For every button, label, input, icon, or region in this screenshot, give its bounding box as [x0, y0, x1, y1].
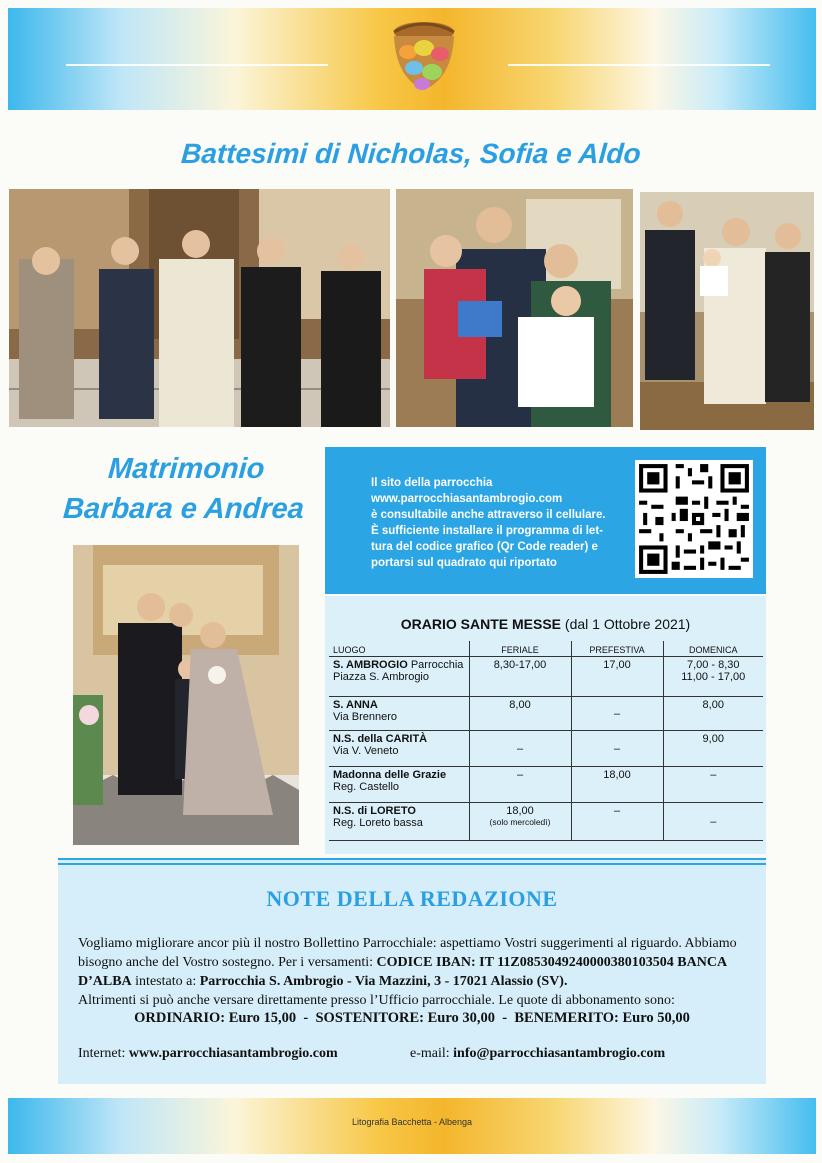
header-prefestiva: PREFESTIVA — [571, 641, 663, 657]
prefestiva-cell: 17,00 — [571, 657, 663, 697]
parish-site-line6: portarsi sul quadrato qui riportato — [371, 557, 557, 569]
domenica-cell: 9,00 — [663, 731, 763, 767]
parish-site-url[interactable]: www.parrocchiasantambrogio.com — [371, 493, 563, 505]
domenica-time-1: 7,00 - 8,30 — [686, 659, 740, 671]
email-link[interactable]: info@parrocchiasantambrogio.com — [453, 1046, 666, 1061]
baptism-title: Battesimi di Nicholas, Sofia e Aldo — [180, 138, 642, 169]
domenica-cell: – — [663, 767, 763, 803]
location-address: Via V. Veneto — [333, 745, 399, 757]
parish-site-line5: tura del codice grafico (Qr Code reader) e — [371, 541, 598, 553]
mass-schedule — [325, 596, 766, 854]
notes-title: NOTE DELLA REDAZIONE — [266, 886, 558, 911]
prefestiva-cell: 18,00 — [571, 767, 663, 803]
table-row — [329, 731, 763, 767]
internet-contact — [78, 1046, 338, 1062]
parish-site-info — [325, 447, 766, 594]
location-cell — [329, 767, 469, 803]
header-feriale: FERIALE — [469, 641, 571, 657]
table-row — [329, 697, 763, 731]
header-luogo: LUOGO — [329, 641, 469, 657]
domenica-cell: 8,00 — [663, 697, 763, 731]
parish-site-line3: è consultabile anche attraverso il cellulare. — [371, 509, 606, 521]
prefestiva-cell: – — [571, 697, 663, 731]
feriale-time: 18,00 — [506, 805, 534, 817]
location-cell — [329, 697, 469, 731]
notes-paragraph — [78, 934, 758, 1010]
domenica-cell: – — [663, 803, 763, 841]
wedding-title-line2: Barbara e Andrea — [62, 493, 306, 525]
location-address: Via Brennero — [333, 711, 398, 723]
location-cell — [329, 657, 469, 697]
wedding-photo — [73, 545, 299, 845]
feriale-cell: – — [469, 731, 571, 767]
internet-label: Internet: — [78, 1046, 126, 1061]
baptism-photo-1 — [9, 189, 390, 427]
feriale-cell: 8,00 — [469, 697, 571, 731]
domenica-time-2: 11,00 - 17,00 — [681, 671, 746, 683]
feriale-cell — [469, 803, 571, 841]
easter-basket-icon — [386, 18, 462, 98]
location-name-suffix: Parrocchia — [410, 659, 464, 671]
table-row — [329, 767, 763, 803]
notes-text-3: Altrimenti si può anche versare direttamente presso l’Ufficio parrocchiale. Le quote di abbonamento sono: — [78, 993, 675, 1008]
location-name: N.S. di LORETO — [333, 805, 416, 817]
email-label: e-mail: — [410, 1046, 450, 1061]
table-row — [329, 657, 763, 697]
feriale-note: (solo mercoledì) — [489, 817, 551, 827]
location-name: N.S. della CARITÀ — [333, 733, 428, 745]
mass-schedule-title-main: ORARIO SANTE MESSE — [400, 616, 562, 632]
location-name: S. AMBROGIO — [333, 659, 408, 671]
header-line-right — [508, 64, 770, 66]
baptism-photo-2 — [396, 189, 633, 427]
wedding-title-line1: Matrimonio — [107, 453, 266, 485]
feriale-cell: 8,30-17,00 — [469, 657, 571, 697]
location-cell — [329, 803, 469, 841]
parish-site-line4: È sufficiente installare il programma di let- — [371, 525, 603, 537]
baptism-photo-3 — [640, 192, 814, 430]
footer-band — [8, 1098, 816, 1154]
location-name: S. ANNA — [333, 699, 378, 711]
prefestiva-cell: – — [571, 803, 663, 841]
domenica-cell — [663, 657, 763, 697]
table-header-row — [329, 641, 763, 657]
location-address: Piazza S. Ambrogio — [333, 671, 429, 683]
table-row — [329, 803, 763, 841]
notes-iban: CODICE IBAN: IT 11Z0853049240000380103504 BANCA D’ALBA — [78, 955, 727, 989]
header-line-left — [66, 64, 328, 66]
email-contact — [410, 1046, 665, 1062]
editorial-notes — [58, 858, 766, 1084]
qr-code-icon[interactable] — [635, 460, 753, 578]
location-name: Madonna delle Grazie — [333, 769, 447, 781]
wedding-title — [57, 449, 313, 529]
location-cell — [329, 731, 469, 767]
notes-text-2: intestato a: — [131, 974, 200, 989]
feriale-cell: – — [469, 767, 571, 803]
notes-top-rule — [58, 858, 766, 868]
printer-credit: Litografia Bacchetta - Albenga — [351, 1117, 473, 1127]
notes-beneficiary: Parrocchia S. Ambrogio - Via Mazzini, 3 - 17021 Alassio (SV). — [199, 974, 568, 989]
prefestiva-cell: – — [571, 731, 663, 767]
mass-schedule-table — [329, 641, 763, 841]
location-address: Reg. Loreto bassa — [333, 817, 423, 829]
internet-link[interactable]: www.parrocchiasantambrogio.com — [128, 1046, 338, 1061]
mass-schedule-subtitle: (dal 1 Ottobre 2021) — [564, 616, 691, 632]
header-domenica: DOMENICA — [663, 641, 763, 657]
parish-site-text — [371, 475, 607, 571]
location-address: Reg. Castello — [333, 781, 400, 793]
header-band — [8, 8, 816, 110]
notes-text-1: Vogliamo migliorare ancor più il nostro Bollettino Parrocchiale: aspettiamo Vostri suggerimenti al riguardo. Abbiamo bisogno anche del Vostro sostegno. Per i versamenti: — [78, 936, 737, 970]
parish-site-line1: Il sito della parrocchia — [371, 477, 493, 489]
subscription-quotes: ORDINARIO: Euro 15,00 - SOSTENITORE: Euro 30,00 - BENEMERITO: Euro 50,00 — [134, 1010, 690, 1026]
mass-schedule-title — [325, 616, 766, 632]
